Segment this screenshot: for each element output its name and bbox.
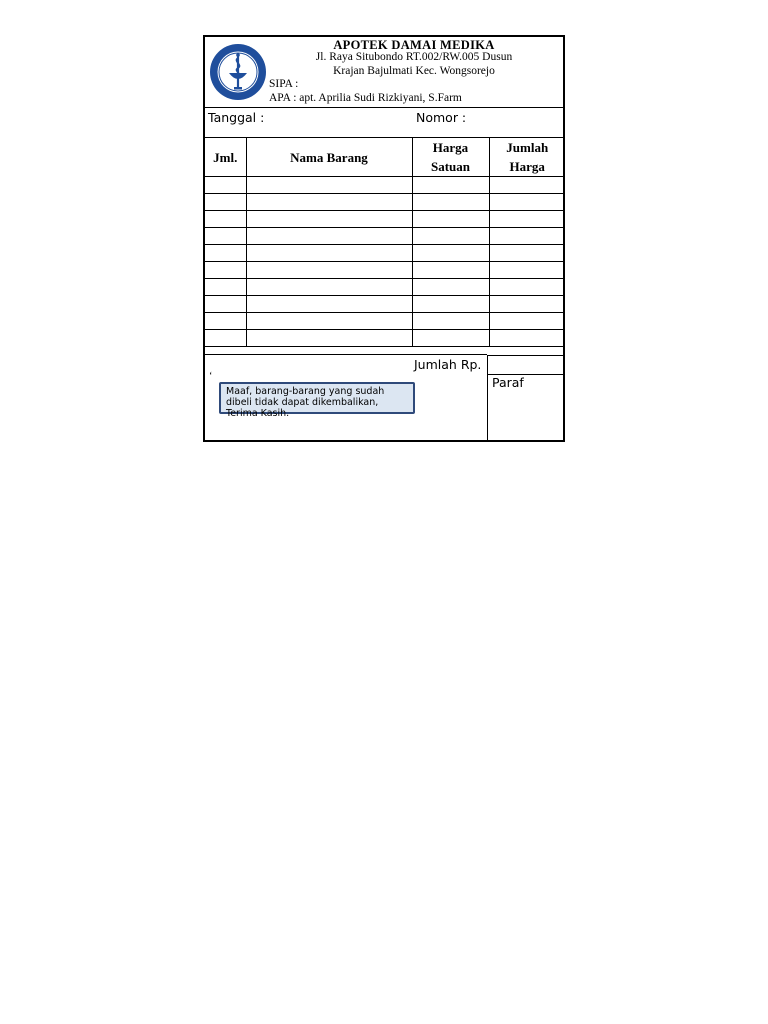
table-row [205, 194, 565, 211]
item-name-cell[interactable] [246, 245, 412, 262]
table-row [205, 262, 565, 279]
table-row [205, 228, 565, 245]
receipt-header [205, 37, 563, 108]
item-name-cell[interactable] [246, 228, 412, 245]
table-row [205, 296, 565, 313]
total-price-cell[interactable] [489, 279, 565, 296]
total-price-cell[interactable] [489, 245, 565, 262]
table-row [205, 177, 565, 194]
table-row [205, 279, 565, 296]
number-label: Nomor : [416, 110, 467, 125]
tick-mark: ‘ [209, 371, 213, 382]
column-header-total-price [489, 138, 565, 177]
qty-cell[interactable] [205, 262, 246, 279]
signature-label: Paraf [492, 375, 524, 390]
item-name-cell[interactable] [246, 330, 412, 347]
return-policy-notice: Maaf, barang-barang yang sudah dibeli tidak dapat dikembalikan, Terima Kasih. [219, 382, 415, 414]
total-price-cell[interactable] [489, 228, 565, 245]
qty-cell[interactable] [205, 296, 246, 313]
column-header-unit-price-line2: Satuan [430, 159, 471, 174]
table-row [205, 330, 565, 347]
column-header-total-price-line1: Jumlah [506, 140, 549, 155]
unit-price-cell[interactable] [412, 279, 489, 296]
unit-price-cell[interactable] [412, 296, 489, 313]
column-header-item-name-label: Nama Barang [290, 149, 368, 165]
items-body [205, 177, 565, 347]
item-name-cell[interactable] [246, 313, 412, 330]
sipa-label: SIPA : [269, 78, 299, 90]
qty-cell[interactable] [205, 228, 246, 245]
table-row [205, 313, 565, 330]
item-name-cell[interactable] [246, 279, 412, 296]
column-header-total-price-line2: Harga [509, 159, 545, 174]
date-label: Tanggal : [208, 110, 265, 125]
items-table [205, 137, 565, 347]
column-header-qty [205, 138, 246, 177]
total-price-cell[interactable] [489, 313, 565, 330]
total-price-cell[interactable] [489, 330, 565, 347]
table-row [205, 211, 565, 228]
table-header-row [205, 138, 565, 177]
total-price-cell[interactable] [489, 177, 565, 194]
column-header-unit-price [412, 138, 489, 177]
total-price-cell[interactable] [489, 194, 565, 211]
item-name-cell[interactable] [246, 177, 412, 194]
apa-label: APA : apt. Aprilia Sudi Rizkiyani, S.Farm [269, 92, 462, 104]
footer-divider [205, 354, 487, 355]
date-number-row [205, 107, 563, 137]
table-row [205, 245, 565, 262]
qty-cell[interactable] [205, 211, 246, 228]
total-price-cell[interactable] [489, 262, 565, 279]
total-price-cell[interactable] [489, 296, 565, 313]
qty-cell[interactable] [205, 279, 246, 296]
column-header-item-name [246, 138, 412, 177]
column-header-qty-label: Jml. [213, 149, 238, 165]
pharmacy-seal-icon [209, 43, 267, 101]
total-value-box[interactable] [487, 355, 563, 375]
column-header-unit-price-line1: Harga [432, 140, 469, 155]
unit-price-cell[interactable] [412, 262, 489, 279]
item-name-cell[interactable] [246, 211, 412, 228]
unit-price-cell[interactable] [412, 194, 489, 211]
receipt-form [203, 35, 565, 442]
store-name: APOTEK DAMAI MEDIKA [333, 38, 495, 52]
item-name-cell[interactable] [246, 296, 412, 313]
unit-price-cell[interactable] [412, 330, 489, 347]
total-price-cell[interactable] [489, 211, 565, 228]
item-name-cell[interactable] [246, 262, 412, 279]
total-label: Jumlah Rp. [414, 357, 482, 372]
unit-price-cell[interactable] [412, 313, 489, 330]
unit-price-cell[interactable] [412, 211, 489, 228]
unit-price-cell[interactable] [412, 245, 489, 262]
item-name-cell[interactable] [246, 194, 412, 211]
qty-cell[interactable] [205, 194, 246, 211]
unit-price-cell[interactable] [412, 177, 489, 194]
unit-price-cell[interactable] [412, 228, 489, 245]
qty-cell[interactable] [205, 177, 246, 194]
qty-cell[interactable] [205, 330, 246, 347]
signature-box[interactable] [487, 374, 563, 440]
store-address-line1: Jl. Raya Situbondo RT.002/RW.005 Dusun [315, 51, 513, 63]
qty-cell[interactable] [205, 313, 246, 330]
store-address-line2: Krajan Bajulmati Kec. Wongsorejo [333, 65, 495, 77]
qty-cell[interactable] [205, 245, 246, 262]
